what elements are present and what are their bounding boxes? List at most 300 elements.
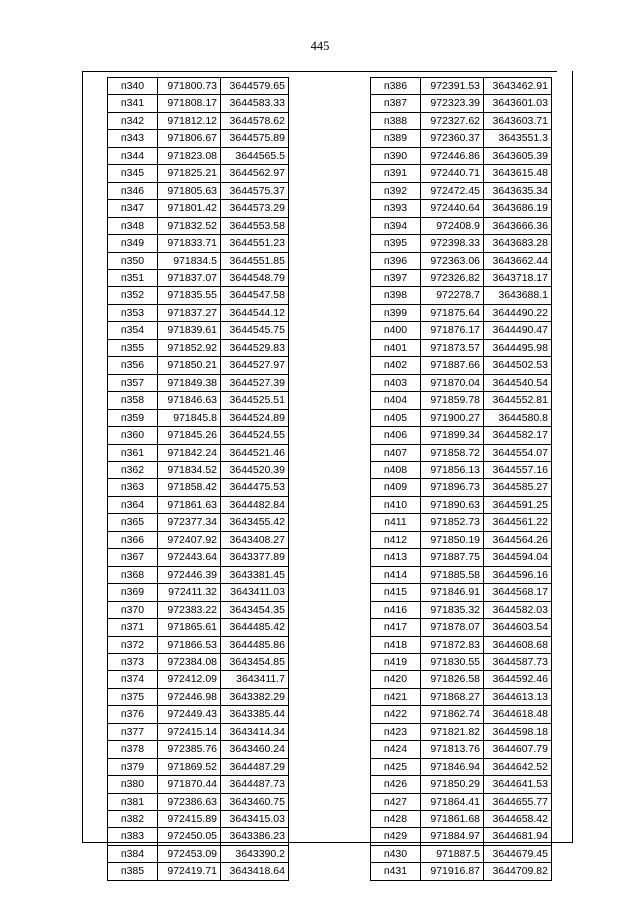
point-id-cell: п365 [108,514,158,531]
point-id-cell: п354 [108,322,158,339]
table-row [371,95,552,112]
x-coordinate-cell: 971858.42 [158,479,221,496]
y-coordinate-cell: 3644527.39 [221,374,289,391]
point-id-cell: п349 [108,235,158,252]
point-id-cell: п372 [108,636,158,653]
table-row [108,828,289,845]
x-coordinate-cell: 971858.72 [421,444,484,461]
table-row [108,217,289,234]
y-coordinate-cell: 3643454.85 [221,653,289,670]
point-id-cell: п394 [371,217,421,234]
x-coordinate-cell: 972449.43 [158,706,221,723]
y-coordinate-cell: 3643460.24 [221,741,289,758]
point-id-cell: п378 [108,741,158,758]
table-row [108,374,289,391]
y-coordinate-cell: 3644580.8 [484,409,552,426]
x-coordinate-cell: 972391.53 [421,78,484,95]
point-id-cell: п413 [371,549,421,566]
y-coordinate-cell: 3644553.58 [221,217,289,234]
point-id-cell: п399 [371,304,421,321]
point-id-cell: п373 [108,653,158,670]
table-row [108,444,289,461]
point-id-cell: п418 [371,636,421,653]
table-row [108,269,289,286]
x-coordinate-cell: 971800.73 [158,78,221,95]
table-row [371,514,552,531]
table-row [108,566,289,583]
table-row [108,252,289,269]
x-coordinate-cell: 971835.32 [421,601,484,618]
x-coordinate-cell: 971805.63 [158,182,221,199]
x-coordinate-cell: 971849.38 [158,374,221,391]
table-row [108,531,289,548]
x-coordinate-cell: 972386.63 [158,793,221,810]
point-id-cell: п414 [371,566,421,583]
x-coordinate-cell: 971823.08 [158,147,221,164]
table-row [108,549,289,566]
point-id-cell: п348 [108,217,158,234]
x-coordinate-cell: 971850.29 [421,776,484,793]
point-id-cell: п386 [371,78,421,95]
y-coordinate-cell: 3644565.5 [221,147,289,164]
x-coordinate-cell: 971852.92 [158,339,221,356]
x-coordinate-cell: 972443.64 [158,549,221,566]
y-coordinate-cell: 3644482.84 [221,496,289,513]
y-coordinate-cell: 3644642.52 [484,758,552,775]
y-coordinate-cell: 3643462.91 [484,78,552,95]
y-coordinate-cell: 3644562.97 [221,165,289,182]
x-coordinate-cell: 972363.06 [421,252,484,269]
y-coordinate-cell: 3644548.79 [221,269,289,286]
table-row [371,636,552,653]
point-id-cell: п356 [108,357,158,374]
table-row [371,706,552,723]
point-id-cell: п370 [108,601,158,618]
x-coordinate-cell: 971861.68 [421,811,484,828]
y-coordinate-cell: 3644525.51 [221,392,289,409]
x-coordinate-cell: 971812.12 [158,112,221,129]
y-coordinate-cell: 3643603.71 [484,112,552,129]
table-row [371,78,552,95]
y-coordinate-cell: 3644561.22 [484,514,552,531]
y-coordinate-cell: 3644551.85 [221,252,289,269]
x-coordinate-cell: 971826.58 [421,671,484,688]
x-coordinate-cell: 971868.27 [421,688,484,705]
y-coordinate-cell: 3644594.04 [484,549,552,566]
x-coordinate-cell: 971839.61 [158,322,221,339]
x-coordinate-cell: 971833.71 [158,235,221,252]
x-coordinate-cell: 971813.76 [421,741,484,758]
y-coordinate-cell: 3644709.82 [484,863,552,880]
y-coordinate-cell: 3644603.54 [484,619,552,636]
table-row [108,339,289,356]
point-id-cell: п353 [108,304,158,321]
x-coordinate-cell: 971850.21 [158,357,221,374]
y-coordinate-cell: 3644573.29 [221,200,289,217]
table-row [108,165,289,182]
point-id-cell: п368 [108,566,158,583]
point-id-cell: п427 [371,793,421,810]
y-coordinate-cell: 3644552.81 [484,392,552,409]
x-coordinate-cell: 972472.45 [421,182,484,199]
point-id-cell: п382 [108,811,158,828]
x-coordinate-cell: 972323.39 [421,95,484,112]
point-id-cell: п345 [108,165,158,182]
table-row [108,182,289,199]
y-coordinate-cell: 3644490.22 [484,304,552,321]
table-row [108,304,289,321]
y-coordinate-cell: 3643683.28 [484,235,552,252]
table-row [371,863,552,880]
table-row [108,200,289,217]
coordinates-table-right [370,77,552,881]
point-id-cell: п417 [371,619,421,636]
x-coordinate-cell: 971866.53 [158,636,221,653]
table-row [371,322,552,339]
y-coordinate-cell: 3643688.1 [484,287,552,304]
x-coordinate-cell: 972360.37 [421,130,484,147]
point-id-cell: п376 [108,706,158,723]
point-id-cell: п422 [371,706,421,723]
x-coordinate-cell: 971845.26 [158,427,221,444]
page-number: 445 [310,39,330,53]
point-id-cell: п401 [371,339,421,356]
x-coordinate-cell: 971890.63 [421,496,484,513]
y-coordinate-cell: 3644554.07 [484,444,552,461]
table-row [108,863,289,880]
point-id-cell: п431 [371,863,421,880]
x-coordinate-cell: 972415.89 [158,811,221,828]
table-row [371,793,552,810]
y-coordinate-cell: 3643414.34 [221,723,289,740]
table-row [371,758,552,775]
point-id-cell: п409 [371,479,421,496]
point-id-cell: п355 [108,339,158,356]
point-id-cell: п362 [108,461,158,478]
table-row [371,601,552,618]
point-id-cell: п395 [371,235,421,252]
point-id-cell: п400 [371,322,421,339]
y-coordinate-cell: 3644618.48 [484,706,552,723]
x-coordinate-cell: 972398.33 [421,235,484,252]
point-id-cell: п377 [108,723,158,740]
x-coordinate-cell: 971861.63 [158,496,221,513]
table-row [108,235,289,252]
point-id-cell: п369 [108,584,158,601]
y-coordinate-cell: 3644557.16 [484,461,552,478]
point-id-cell: п342 [108,112,158,129]
table-row [108,636,289,653]
point-id-cell: п379 [108,758,158,775]
x-coordinate-cell: 971870.04 [421,374,484,391]
x-coordinate-cell: 971899.34 [421,427,484,444]
y-coordinate-cell: 3644502.53 [484,357,552,374]
x-coordinate-cell: 972453.09 [158,845,221,862]
point-id-cell: п358 [108,392,158,409]
point-id-cell: п366 [108,531,158,548]
y-coordinate-cell: 3643408.27 [221,531,289,548]
table-row [108,147,289,164]
table-row [371,496,552,513]
x-coordinate-cell: 971896.73 [421,479,484,496]
table-row [108,653,289,670]
x-coordinate-cell: 972446.98 [158,688,221,705]
x-coordinate-cell: 972385.76 [158,741,221,758]
y-coordinate-cell: 3644487.29 [221,758,289,775]
y-coordinate-cell: 3643385.44 [221,706,289,723]
table-row [108,811,289,828]
y-coordinate-cell: 3643605.39 [484,147,552,164]
y-coordinate-cell: 3644591.25 [484,496,552,513]
table-row [371,130,552,147]
table-row [108,758,289,775]
point-id-cell: п364 [108,496,158,513]
table-row [371,776,552,793]
y-coordinate-cell: 3644551.23 [221,235,289,252]
y-coordinate-cell: 3644578.62 [221,112,289,129]
point-id-cell: п402 [371,357,421,374]
x-coordinate-cell: 972440.71 [421,165,484,182]
point-id-cell: п415 [371,584,421,601]
x-coordinate-cell: 972411.32 [158,584,221,601]
table-row [108,776,289,793]
x-coordinate-cell: 971864.41 [421,793,484,810]
table-row [108,287,289,304]
x-coordinate-cell: 971884.97 [421,828,484,845]
x-coordinate-cell: 971825.21 [158,165,221,182]
y-coordinate-cell: 3643601.03 [484,95,552,112]
x-coordinate-cell: 971832.52 [158,217,221,234]
table-row [371,427,552,444]
point-id-cell: п361 [108,444,158,461]
table-row [371,182,552,199]
y-coordinate-cell: 3644587.73 [484,653,552,670]
x-coordinate-cell: 972377.34 [158,514,221,531]
table-row [371,531,552,548]
x-coordinate-cell: 971834.5 [158,252,221,269]
x-coordinate-cell: 971806.67 [158,130,221,147]
point-id-cell: п429 [371,828,421,845]
y-coordinate-cell: 3644658.42 [484,811,552,828]
y-coordinate-cell: 3644583.33 [221,95,289,112]
point-id-cell: п408 [371,461,421,478]
point-id-cell: п380 [108,776,158,793]
point-id-cell: п390 [371,147,421,164]
table-row [108,112,289,129]
table-row [371,479,552,496]
table-row [371,252,552,269]
y-coordinate-cell: 3643382.29 [221,688,289,705]
y-coordinate-cell: 3643718.17 [484,269,552,286]
point-id-cell: п343 [108,130,158,147]
y-coordinate-cell: 3643454.35 [221,601,289,618]
point-id-cell: п412 [371,531,421,548]
table-row [108,357,289,374]
point-id-cell: п360 [108,427,158,444]
x-coordinate-cell: 971846.94 [421,758,484,775]
point-id-cell: п363 [108,479,158,496]
point-id-cell: п344 [108,147,158,164]
point-id-cell: п351 [108,269,158,286]
x-coordinate-cell: 972383.22 [158,601,221,618]
y-coordinate-cell: 3643386.23 [221,828,289,845]
x-coordinate-cell: 971845.8 [158,409,221,426]
point-id-cell: п357 [108,374,158,391]
point-id-cell: п393 [371,200,421,217]
x-coordinate-cell: 971837.27 [158,304,221,321]
x-coordinate-cell: 971870.44 [158,776,221,793]
point-id-cell: п387 [371,95,421,112]
table-row [371,619,552,636]
x-coordinate-cell: 971869.52 [158,758,221,775]
y-coordinate-cell: 3643411.7 [221,671,289,688]
x-coordinate-cell: 971837.07 [158,269,221,286]
y-coordinate-cell: 3644607.79 [484,741,552,758]
x-coordinate-cell: 971801.42 [158,200,221,217]
y-coordinate-cell: 3644475.53 [221,479,289,496]
table-row [108,601,289,618]
point-id-cell: п406 [371,427,421,444]
x-coordinate-cell: 971856.13 [421,461,484,478]
y-coordinate-cell: 3644490.47 [484,322,552,339]
table-row [108,461,289,478]
table-row [108,78,289,95]
y-coordinate-cell: 3643615.48 [484,165,552,182]
table-row [371,671,552,688]
y-coordinate-cell: 3644592.46 [484,671,552,688]
y-coordinate-cell: 3644582.03 [484,601,552,618]
table-row [371,845,552,862]
table-row [371,828,552,845]
y-coordinate-cell: 3643411.03 [221,584,289,601]
x-coordinate-cell: 972412.09 [158,671,221,688]
point-id-cell: п359 [108,409,158,426]
point-id-cell: п392 [371,182,421,199]
x-coordinate-cell: 971916.87 [421,863,484,880]
x-coordinate-cell: 971872.83 [421,636,484,653]
y-coordinate-cell: 3644485.42 [221,619,289,636]
y-coordinate-cell: 3644608.68 [484,636,552,653]
y-coordinate-cell: 3644579.65 [221,78,289,95]
point-id-cell: п420 [371,671,421,688]
y-coordinate-cell: 3644524.89 [221,409,289,426]
x-coordinate-cell: 971846.91 [421,584,484,601]
table-row [371,741,552,758]
y-coordinate-cell: 3643455.42 [221,514,289,531]
y-coordinate-cell: 3644655.77 [484,793,552,810]
y-coordinate-cell: 3643377.89 [221,549,289,566]
x-coordinate-cell: 971859.78 [421,392,484,409]
x-coordinate-cell: 971842.24 [158,444,221,461]
x-coordinate-cell: 972326.82 [421,269,484,286]
point-id-cell: п340 [108,78,158,95]
table-row [371,269,552,286]
x-coordinate-cell: 972419.71 [158,863,221,880]
table-row [371,357,552,374]
point-id-cell: п350 [108,252,158,269]
table-row [371,444,552,461]
y-coordinate-cell: 3644613.13 [484,688,552,705]
point-id-cell: п416 [371,601,421,618]
x-coordinate-cell: 971887.5 [421,845,484,862]
x-coordinate-cell: 972415.14 [158,723,221,740]
point-id-cell: п404 [371,392,421,409]
point-id-cell: п374 [108,671,158,688]
x-coordinate-cell: 971875.64 [421,304,484,321]
table-row [371,584,552,601]
table-row [371,287,552,304]
y-coordinate-cell: 3644641.53 [484,776,552,793]
y-coordinate-cell: 3643551.3 [484,130,552,147]
table-row [371,688,552,705]
point-id-cell: п371 [108,619,158,636]
table-row [371,374,552,391]
x-coordinate-cell: 971821.82 [421,723,484,740]
table-row [371,165,552,182]
point-id-cell: п426 [371,776,421,793]
table-row [108,322,289,339]
point-id-cell: п430 [371,845,421,862]
table-row [371,723,552,740]
table-row [108,514,289,531]
y-coordinate-cell: 3644485.86 [221,636,289,653]
x-coordinate-cell: 972446.86 [421,147,484,164]
point-id-cell: п347 [108,200,158,217]
y-coordinate-cell: 3643418.64 [221,863,289,880]
table-row [108,793,289,810]
y-coordinate-cell: 3643381.45 [221,566,289,583]
y-coordinate-cell: 3644568.17 [484,584,552,601]
table-row [108,619,289,636]
point-id-cell: п341 [108,95,158,112]
point-id-cell: п425 [371,758,421,775]
table-row [371,304,552,321]
y-coordinate-cell: 3644564.26 [484,531,552,548]
x-coordinate-cell: 971852.73 [421,514,484,531]
y-coordinate-cell: 3643415.03 [221,811,289,828]
point-id-cell: п424 [371,741,421,758]
point-id-cell: п384 [108,845,158,862]
y-coordinate-cell: 3644598.18 [484,723,552,740]
table-row [371,217,552,234]
x-coordinate-cell: 971887.66 [421,357,484,374]
point-id-cell: п403 [371,374,421,391]
table-row [108,479,289,496]
table-row [371,235,552,252]
y-coordinate-cell: 3644544.12 [221,304,289,321]
table-row [108,688,289,705]
point-id-cell: п396 [371,252,421,269]
y-coordinate-cell: 3644679.45 [484,845,552,862]
y-coordinate-cell: 3644575.37 [221,182,289,199]
table-row [108,706,289,723]
table-row [108,584,289,601]
table-row [371,339,552,356]
x-coordinate-cell: 972384.08 [158,653,221,670]
y-coordinate-cell: 3643666.36 [484,217,552,234]
point-id-cell: п428 [371,811,421,828]
x-coordinate-cell: 972446.39 [158,566,221,583]
y-coordinate-cell: 3644547.58 [221,287,289,304]
x-coordinate-cell: 971830.55 [421,653,484,670]
table-row [371,392,552,409]
y-coordinate-cell: 3644520.39 [221,461,289,478]
y-coordinate-cell: 3644529.83 [221,339,289,356]
x-coordinate-cell: 971808.17 [158,95,221,112]
x-coordinate-cell: 971862.74 [421,706,484,723]
x-coordinate-cell: 971850.19 [421,531,484,548]
point-id-cell: п383 [108,828,158,845]
